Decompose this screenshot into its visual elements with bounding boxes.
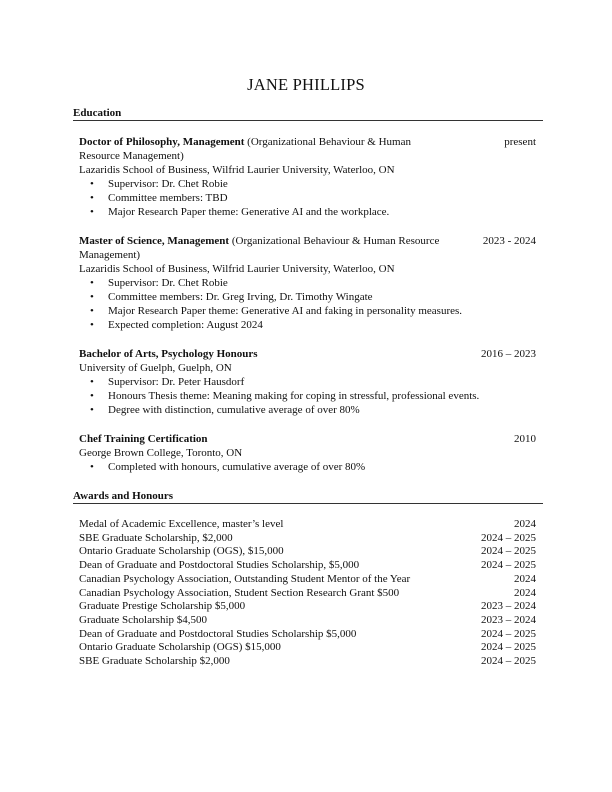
degree-title: Master of Science, Management — [79, 235, 230, 247]
awards-list — [79, 518, 536, 669]
award-row — [79, 587, 536, 601]
award-title: Graduate Scholarship $4,500 — [79, 613, 207, 626]
school-name: George Brown College, Toronto, ON — [79, 447, 243, 459]
award-title: Dean of Graduate and Postdoctoral Studies Scholarship, $5,000 — [79, 559, 360, 572]
education-details-list — [79, 177, 536, 219]
award-date: 2024 — [514, 586, 536, 599]
list-item: • Honours Thesis theme: Meaning making for coping in stressful, professional events. — [79, 389, 536, 403]
award-date: 2024 — [514, 518, 536, 530]
education-details-list — [79, 276, 536, 332]
school-name: University of Guelph, Guelph, ON — [79, 362, 232, 374]
list-item: • Expected completion: August 2024 — [79, 318, 536, 332]
award-row — [79, 559, 536, 573]
degree-field: (Organizational Behaviour & Human Resource Management) — [79, 235, 440, 261]
section-heading-education: Education — [73, 107, 543, 121]
award-row — [79, 600, 536, 614]
award-row — [79, 614, 536, 628]
award-row — [79, 532, 536, 546]
education-title-row — [79, 135, 536, 163]
list-item: • Supervisor: Dr. Chet Robie — [79, 177, 536, 191]
list-item: • Committee members: Dr. Greg Irving, Dr. Timothy Wingate — [79, 290, 536, 304]
award-title: Graduate Prestige Scholarship $5,000 — [79, 600, 246, 613]
education-date: 2023 - 2024 — [482, 235, 536, 247]
award-row — [79, 641, 536, 655]
award-date: 2024 – 2025 — [481, 641, 536, 654]
section-heading-awards: Awards and Honours — [73, 490, 543, 504]
list-item: • Major Research Paper theme: Generative AI and faking in personality measures. — [79, 304, 536, 318]
list-item: • Committee members: TBD — [79, 191, 536, 205]
list-item: • Supervisor: Dr. Chet Robie — [79, 276, 536, 290]
list-item: • Major Research Paper theme: Generative AI and the workplace. — [79, 205, 536, 219]
education-title-row — [79, 234, 536, 262]
education-entry — [79, 432, 536, 474]
education-entry — [79, 234, 536, 332]
award-date: 2024 – 2025 — [481, 559, 536, 572]
degree-field: (Organizational Behaviour & Human Resource Management) — [79, 136, 411, 162]
award-date: 2024 – 2025 — [481, 545, 536, 558]
award-date: 2024 – 2025 — [481, 655, 536, 668]
degree-title: Chef Training Certification — [79, 433, 208, 445]
education-date: 2010 — [514, 433, 536, 445]
award-title: SBE Graduate Scholarship, $2,000 — [79, 531, 233, 544]
award-date: 2023 – 2024 — [481, 600, 536, 613]
award-date: 2024 — [514, 572, 536, 585]
award-title: Ontario Graduate Scholarship (OGS) $15,000 — [79, 641, 281, 654]
list-item: • Supervisor: Dr. Peter Hausdorf — [79, 375, 536, 389]
list-item: • Degree with distinction, cumulative average of over 80% — [79, 403, 536, 417]
award-date: 2023 – 2024 — [481, 613, 536, 626]
award-row — [79, 655, 536, 669]
degree-title: Bachelor of Arts, Psychology Honours — [79, 348, 258, 360]
education-details-list — [79, 460, 536, 474]
award-date: 2024 – 2025 — [481, 627, 536, 640]
page-title: JANE PHILLIPS — [247, 75, 365, 94]
education-date: present — [504, 136, 536, 148]
award-title: Ontario Graduate Scholarship (OGS), $15,000 — [79, 545, 284, 558]
award-title: Dean of Graduate and Postdoctoral Studies Scholarship $5,000 — [79, 627, 357, 640]
school-name: Lazaridis School of Business, Wilfrid Laurier University, Waterloo, ON — [79, 263, 395, 275]
award-title: Medal of Academic Excellence, master’s level — [79, 518, 284, 530]
education-date: 2016 – 2023 — [481, 348, 536, 360]
list-item: • Completed with honours, cumulative average of over 80% — [79, 460, 536, 474]
award-row — [79, 518, 536, 532]
award-row — [79, 573, 536, 587]
award-title: Canadian Psychology Association, Student Section Research Grant $500 — [79, 586, 400, 599]
education-title-row — [79, 347, 536, 361]
award-title: SBE Graduate Scholarship $2,000 — [79, 655, 230, 668]
award-date: 2024 – 2025 — [481, 531, 536, 544]
award-title: Canadian Psychology Association, Outstanding Student Mentor of the Year — [79, 572, 411, 585]
degree-title: Doctor of Philosophy, Management — [79, 136, 245, 148]
education-details-list — [79, 375, 536, 417]
education-entry — [79, 347, 536, 417]
school-name: Lazaridis School of Business, Wilfrid Laurier University, Waterloo, ON — [79, 164, 395, 176]
award-row — [79, 545, 536, 559]
award-row — [79, 628, 536, 642]
education-title-row — [79, 432, 536, 446]
education-entry — [79, 135, 536, 219]
